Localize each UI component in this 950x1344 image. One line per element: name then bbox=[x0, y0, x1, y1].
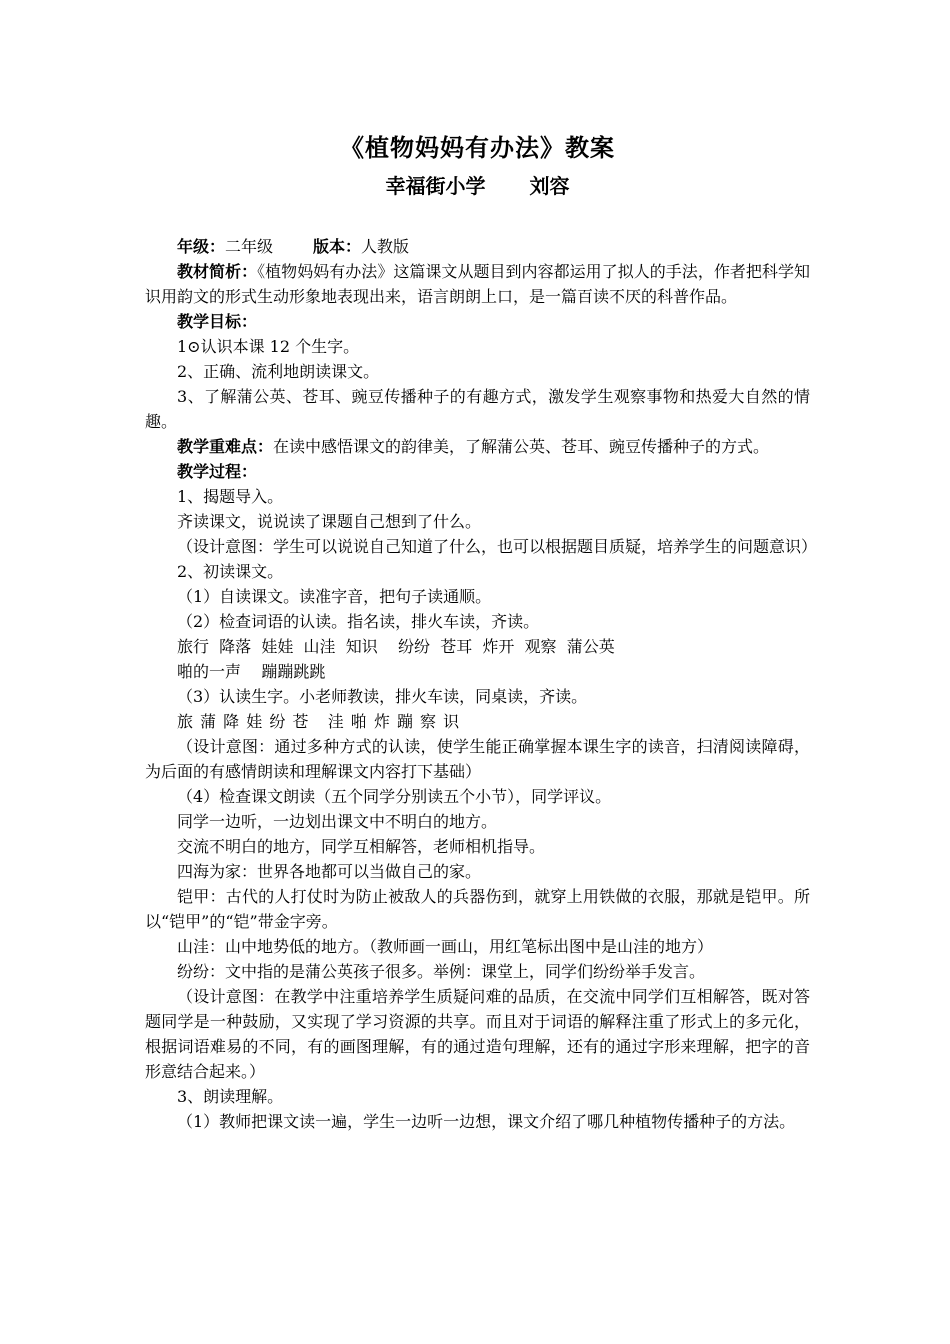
grade-version-line bbox=[145, 234, 810, 259]
author-name: 刘容 bbox=[529, 174, 570, 198]
document-page bbox=[145, 128, 818, 1134]
process-paragraph: （4）检查课文朗读（五个同学分别读五个小节），同学评议。 bbox=[177, 787, 612, 806]
process-paragraph: 交流不明白的地方，同学互相解答，老师相机指导。 bbox=[177, 837, 546, 856]
analysis-text: 《植物妈妈有办法》这篇课文从题目到内容都运用了拟人的手法，作者把科学知识用韵文的形式生动形象地表现出来，语言朗朗上口，是一篇百读不厌的科普作品。 bbox=[145, 262, 810, 306]
word-explanation: 山洼：山中地势低的地方。（教师画一画山，用红笔标出图中是山洼的地方） bbox=[177, 937, 714, 956]
process-paragraph: 3、朗读理解。 bbox=[177, 1087, 284, 1106]
process-paragraph: （1）自读课文。读准字音，把句子读通顺。 bbox=[177, 587, 492, 606]
design-intent-paragraph: （设计意图：通过多种方式的认读，使学生能正确掌握本课生字的读音，扫清阅读障碍，为后面的有感情朗读和理解课文内容打下基础） bbox=[145, 737, 810, 781]
goal-item: 3、了解蒲公英、苍耳、豌豆传播种子的有趣方式，激发学生观察事物和热爱大自然的情趣。 bbox=[145, 387, 810, 431]
process-paragraph: （3）认读生字。小老师教读，排火车读，同桌读，齐读。 bbox=[177, 687, 588, 706]
analysis-paragraph bbox=[145, 259, 810, 309]
version-value: 人教版 bbox=[361, 237, 410, 256]
school-name: 幸福街小学 bbox=[385, 174, 486, 198]
word-explanation: 铠甲：古代的人打仗时为防止被敌人的兵器伤到，就穿上用铁做的衣服，那就是铠甲。所以“铠甲”的“铠”带金字旁。 bbox=[145, 887, 810, 931]
goal-item: 1⊙认识本课 12 个生字。 bbox=[177, 337, 360, 356]
grade-label: 年级： bbox=[177, 237, 226, 256]
document-title: 《植物妈妈有办法》教案 bbox=[340, 133, 615, 162]
keypoint-text: 在读中感悟课文的韵律美，了解蒲公英、苍耳、豌豆传播种子的方式。 bbox=[273, 437, 770, 456]
design-intent-paragraph: （设计意图：学生可以说说自己知道了什么，也可以根据题目质疑，培养学生的问题意识） bbox=[177, 537, 818, 556]
word-explanation: 纷纷：文中指的是蒲公英孩子很多。举例：课堂上，同学们纷纷举手发言。 bbox=[177, 962, 706, 981]
word-explanation: 四海为家：世界各地都可以当做自己的家。 bbox=[177, 862, 482, 881]
version-label: 版本： bbox=[313, 237, 362, 256]
grade-value: 二年级 bbox=[225, 237, 274, 256]
design-intent-paragraph: （设计意图：在教学中注重培养学生质疑问难的品质，在交流中同学们互相解答，既对答题同学是一种鼓励，又实现了学习资源的共享。而且对于词语的解释注重了形式上的多元化，根据词语难易的不同，有的画图理解，有的通过造句理解，还有的通过字形来理解，把字的音形意结合起来。） bbox=[145, 987, 810, 1081]
document-body bbox=[145, 234, 818, 1134]
process-paragraph: 齐读课文，说说读了课题自己想到了什么。 bbox=[177, 512, 482, 531]
word-list: 啪的一声 蹦蹦跳跳 bbox=[177, 662, 326, 681]
goal-item: 2、正确、流利地朗读课文。 bbox=[177, 362, 380, 381]
character-list: 旅 蒲 降 娃 纷 苍 洼 啪 炸 蹦 察 识 bbox=[177, 712, 461, 731]
analysis-label: 教材简析： bbox=[177, 262, 258, 281]
process-heading: 教学过程： bbox=[177, 462, 258, 481]
keypoint-paragraph bbox=[145, 434, 810, 459]
process-paragraph: 同学一边听，一边划出课文中不明白的地方。 bbox=[177, 812, 498, 831]
document-byline bbox=[145, 168, 810, 204]
process-paragraph: 1、揭题导入。 bbox=[177, 487, 284, 506]
process-paragraph: 2、初读课文。 bbox=[177, 562, 284, 581]
goals-heading: 教学目标： bbox=[177, 312, 258, 331]
process-paragraph: （2）检查词语的认读。指名读，排火车读，齐读。 bbox=[177, 612, 540, 631]
word-list: 旅行 降落 娃娃 山洼 知识 纷纷 苍耳 炸开 观察 蒲公英 bbox=[177, 637, 615, 656]
process-paragraph: （1）教师把课文读一遍，学生一边听一边想，课文介绍了哪几种植物传播种子的方法。 bbox=[177, 1112, 796, 1131]
keypoint-label: 教学重难点： bbox=[177, 437, 274, 456]
